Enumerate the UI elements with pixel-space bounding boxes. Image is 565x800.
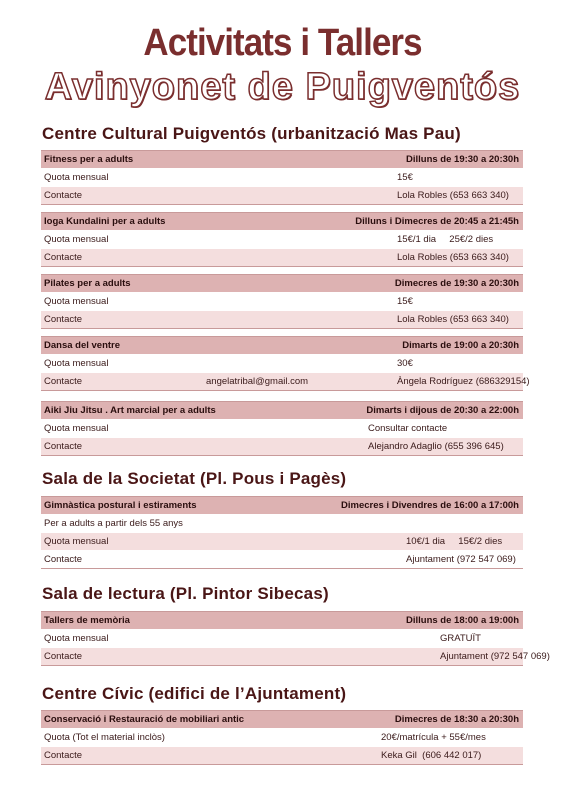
page-subtitle: Avinyonet de Puigventós (44, 66, 521, 108)
row-value: Lola Robles (653 663 340) (397, 252, 509, 263)
row-value: 15€ (397, 296, 413, 307)
page-title: Activitats i Tallers (143, 22, 422, 64)
activity-name: Pilates per a adults (44, 278, 131, 289)
row-label: Contacte (44, 376, 83, 387)
row-label: Contacte (44, 252, 83, 263)
row-label: Quota mensual (44, 633, 109, 644)
activity-header-row (41, 496, 523, 515)
section-title: Sala de la Societat (Pl. Pous i Pagès) (42, 469, 347, 488)
activity-detail-row (41, 187, 523, 205)
activity-detail-row (41, 648, 550, 666)
row-value: 15€/1 dia 25€/2 dies (397, 234, 494, 245)
activity-schedule: Dilluns de 18:00 a 19:00h (406, 615, 519, 626)
activity-table (41, 611, 550, 666)
activity-table (41, 401, 523, 456)
row-value: GRATUÏT (440, 633, 481, 644)
activity-name: Fitness per a adults (44, 154, 134, 165)
row-label: Per a adults a partir dels 55 anys (44, 518, 183, 529)
row-label: Quota mensual (44, 423, 109, 434)
activity-table (41, 150, 523, 205)
section-title: Sala de lectura (Pl. Pintor Sibecas) (42, 584, 329, 603)
activity-header-row (41, 212, 523, 231)
activity-detail-row (41, 355, 523, 373)
row-label: Quota (Tot el material inclòs) (44, 732, 165, 743)
activity-detail-row (41, 373, 530, 391)
activity-name: Dansa del ventre (44, 340, 121, 351)
activity-detail-row (41, 551, 523, 569)
row-value: Alejandro Adaglio (655 396 645) (368, 441, 504, 452)
activity-detail-row (41, 249, 523, 267)
section-title: Centre Cultural Puigventós (urbanització Mas Pau) (42, 124, 461, 143)
activity-table (41, 496, 523, 569)
activity-header-row (41, 710, 523, 729)
activity-name: Gimnàstica postural i estiraments (44, 500, 197, 511)
activity-table (41, 274, 523, 329)
row-value: 20€/matrícula + 55€/mes (381, 732, 486, 743)
activity-header-row (41, 336, 523, 355)
row-label: Contacte (44, 750, 83, 761)
activity-table (41, 710, 523, 765)
row-value: 30€ (397, 358, 413, 369)
row-label: Quota mensual (44, 296, 109, 307)
activity-name: Conservació i Restauració de mobiliari antic (44, 714, 245, 725)
row-value: Àngela Rodríguez (686329154) (397, 376, 530, 387)
row-label: Contacte (44, 554, 83, 565)
row-value: Lola Robles (653 663 340) (397, 314, 509, 325)
activity-name: Ioga Kundalini per a adults (44, 216, 166, 227)
row-label: Contacte (44, 651, 83, 662)
activity-header-row (41, 401, 523, 420)
row-label: Quota mensual (44, 358, 109, 369)
activity-header-row (41, 274, 523, 293)
row-label: Contacte (44, 441, 83, 452)
activity-detail-row (41, 533, 523, 551)
row-label: Contacte (44, 190, 83, 201)
activity-detail-row (41, 729, 523, 747)
section-title: Centre Cívic (edifici de l’Ajuntament) (42, 684, 347, 703)
activity-header-row (41, 150, 523, 169)
row-label: Quota mensual (44, 172, 109, 183)
row-email: angelatribal@gmail.com (206, 376, 309, 387)
activity-detail-row (41, 231, 523, 249)
activity-name: Tallers de memòria (44, 615, 130, 626)
activity-schedule: Dimarts i dijous de 20:30 a 22:00h (366, 405, 519, 416)
row-value: Lola Robles (653 663 340) (397, 190, 509, 201)
activity-table (41, 336, 530, 391)
activity-schedule: Dimecres de 19:30 a 20:30h (394, 278, 519, 289)
activity-detail-row (41, 438, 523, 456)
row-label: Quota mensual (44, 536, 109, 547)
activity-detail-row (41, 747, 523, 765)
activity-schedule: Dilluns de 19:30 a 20:30h (406, 154, 519, 165)
row-label: Quota mensual (44, 234, 109, 245)
activity-detail-row (41, 169, 523, 187)
activity-schedule: Dilluns i Dimecres de 20:45 a 21:45h (355, 216, 519, 227)
row-value: Ajuntament (972 547 069) (440, 651, 550, 662)
row-value: 10€/1 dia 15€/2 dies (406, 536, 503, 547)
activity-detail-row (41, 311, 523, 329)
row-value: Ajuntament (972 547 069) (406, 554, 516, 565)
activity-schedule: Dimecres i Divendres de 16:00 a 17:00h (341, 500, 519, 511)
row-label: Contacte (44, 314, 83, 325)
activity-detail-row (41, 515, 523, 533)
activity-detail-row (41, 630, 523, 648)
activity-header-row (41, 611, 523, 630)
activity-schedule: Dimarts de 19:00 a 20:30h (402, 340, 519, 351)
row-value: Consultar contacte (368, 423, 448, 434)
activity-table (41, 212, 523, 267)
activity-schedule: Dimecres de 18:30 a 20:30h (394, 714, 519, 725)
activity-detail-row (41, 293, 523, 311)
activity-detail-row (41, 420, 523, 438)
activity-name: Aiki Jiu Jitsu . Art marcial per a adults (44, 405, 216, 416)
row-value: Keka Gil (606 442 017) (381, 750, 482, 761)
row-value: 15€ (397, 172, 413, 183)
